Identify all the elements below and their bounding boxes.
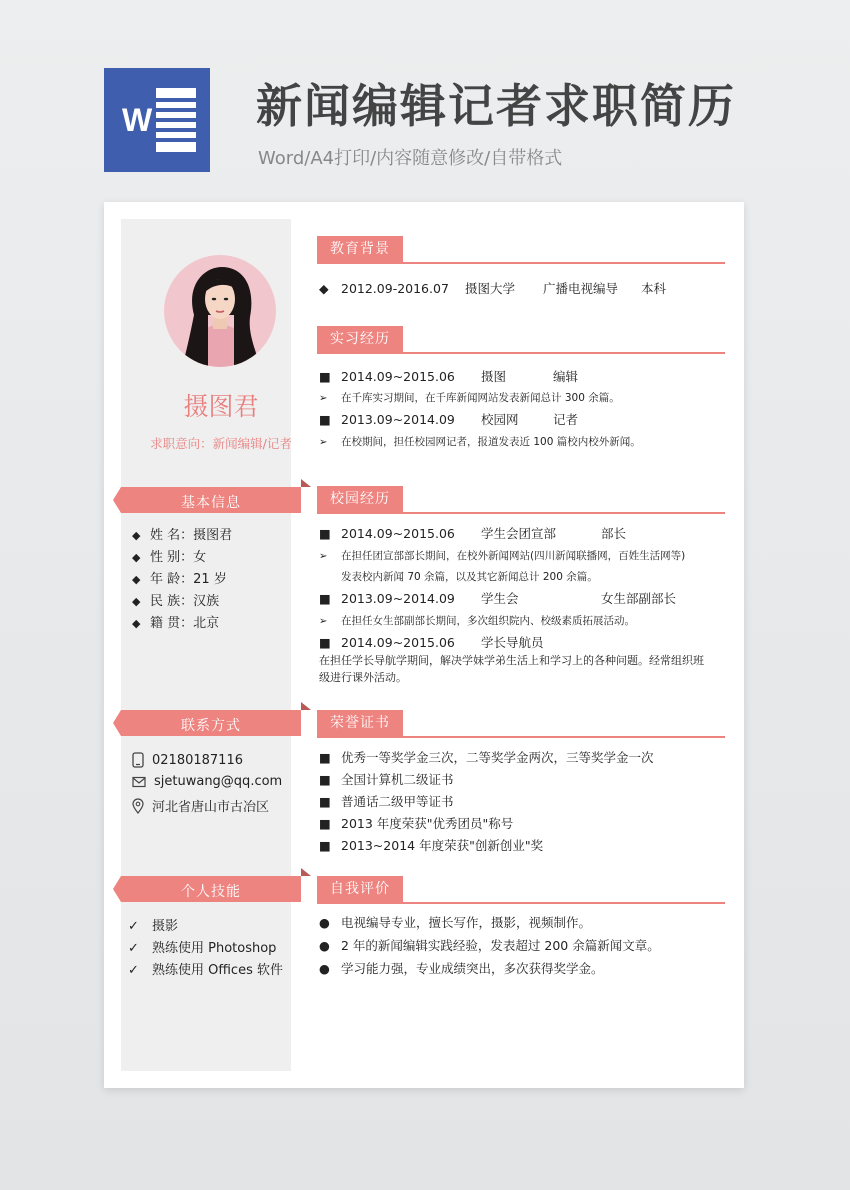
- skills-heading: 个人技能: [121, 876, 301, 904]
- contact-phone: 02180187116: [132, 752, 243, 768]
- campus-detail: 在担任学长导航学期间，解决学妹学弟生活上和学习上的各种问题。经常组织班: [319, 654, 704, 667]
- campus-detail: 级进行课外活动。: [319, 671, 407, 684]
- document-icon: [156, 88, 196, 152]
- contact-address: 河北省唐山市古冶区: [132, 796, 269, 815]
- campus-entry: ■ 2013.09~2014.09 学生会 女生部副部长: [319, 591, 677, 606]
- page-title: 新闻编辑记者求职简历: [256, 79, 736, 133]
- education-heading: 教育背景: [317, 236, 725, 264]
- contact-heading: 联系方式: [121, 710, 301, 738]
- basic-info-heading: 基本信息: [121, 487, 301, 515]
- honor-item: ■ 优秀一等奖学金三次，二等奖学金两次，三等奖学金一次: [319, 750, 654, 765]
- page-subtitle: Word/A4打印/内容随意修改/自带格式: [258, 148, 563, 169]
- self-eval-item: ● 学习能力强，专业成绩突出，多次获得奖学金。: [319, 961, 604, 976]
- honor-item: ■ 2013~2014 年度荣获"创新创业"奖: [319, 838, 544, 853]
- word-logo: [104, 68, 210, 172]
- info-name: ◆ 姓 名：摄图君: [132, 528, 233, 543]
- campus-entry: ■ 2014.09~2015.06 学长导航员: [319, 635, 544, 650]
- job-intent: 求职意向：新闻编辑/记者: [150, 436, 292, 451]
- honor-item: ■ 全国计算机二级证书: [319, 772, 454, 787]
- location-icon: [132, 798, 144, 814]
- internship-detail: ➢ 在千库实习期间，在千库新闻网站发表新闻总计 300 余篇。: [319, 392, 620, 404]
- campus-detail: ➢ 在担任女生部副部长期间，多次组织院内、校级素质拓展活动。: [319, 615, 635, 627]
- avatar: [164, 255, 276, 367]
- internship-entry: ■ 2014.09~2015.06 摄图 编辑: [319, 369, 579, 384]
- info-ethnicity: ◆ 民 族：汉族: [132, 594, 220, 609]
- honor-item: ■ 普通话二级甲等证书: [319, 794, 454, 809]
- self-eval-item: ● 2 年的新闻编辑实践经验，发表超过 200 余篇新闻文章。: [319, 938, 660, 953]
- info-age: ◆ 年 龄：21 岁: [132, 572, 227, 587]
- campus-detail: ➢ 在担任团宣部部长期间，在校外新闻网站(四川新闻联播网，百姓生活网等): [319, 550, 686, 562]
- campus-detail: 发表校内新闻 70 余篇，以及其它新闻总计 200 余篇。: [341, 571, 598, 583]
- info-hometown: ◆ 籍 贯：北京: [132, 616, 220, 631]
- skill-item: ✓ 熟练使用 Photoshop: [128, 941, 277, 956]
- candidate-name: 摄图君: [183, 392, 259, 421]
- campus-entry: ■ 2014.09~2015.06 学生会团宣部 部长: [319, 526, 627, 541]
- internship-entry: ■ 2013.09~2014.09 校园网 记者: [319, 412, 579, 427]
- contact-email: sjetuwang@qq.com: [132, 774, 282, 789]
- internship-detail: ➢ 在校期间，担任校园网记者，报道发表近 100 篇校内校外新闻。: [319, 436, 641, 448]
- resume-paper: [104, 202, 744, 1088]
- word-logo-letter: W: [122, 102, 153, 138]
- honors-heading: 荣誉证书: [317, 710, 725, 738]
- self-eval-heading: 自我评价: [317, 876, 725, 904]
- info-gender: ◆ 性 别：女: [132, 550, 207, 565]
- skill-item: ✓ 熟练使用 Offices 软件: [128, 963, 283, 978]
- phone-icon: [132, 752, 144, 768]
- internship-heading: 实习经历: [317, 326, 725, 354]
- honor-item: ■ 2013 年度荣获"优秀团员"称号: [319, 816, 514, 831]
- email-icon: [132, 776, 146, 788]
- self-eval-item: ● 电视编导专业，擅长写作，摄影，视频制作。: [319, 915, 592, 930]
- skill-item: ✓ 摄影: [128, 919, 179, 934]
- campus-heading: 校园经历: [317, 486, 725, 514]
- education-entry: ◆ 2012.09-2016.07 摄图大学 广播电视编导 本科: [319, 281, 667, 296]
